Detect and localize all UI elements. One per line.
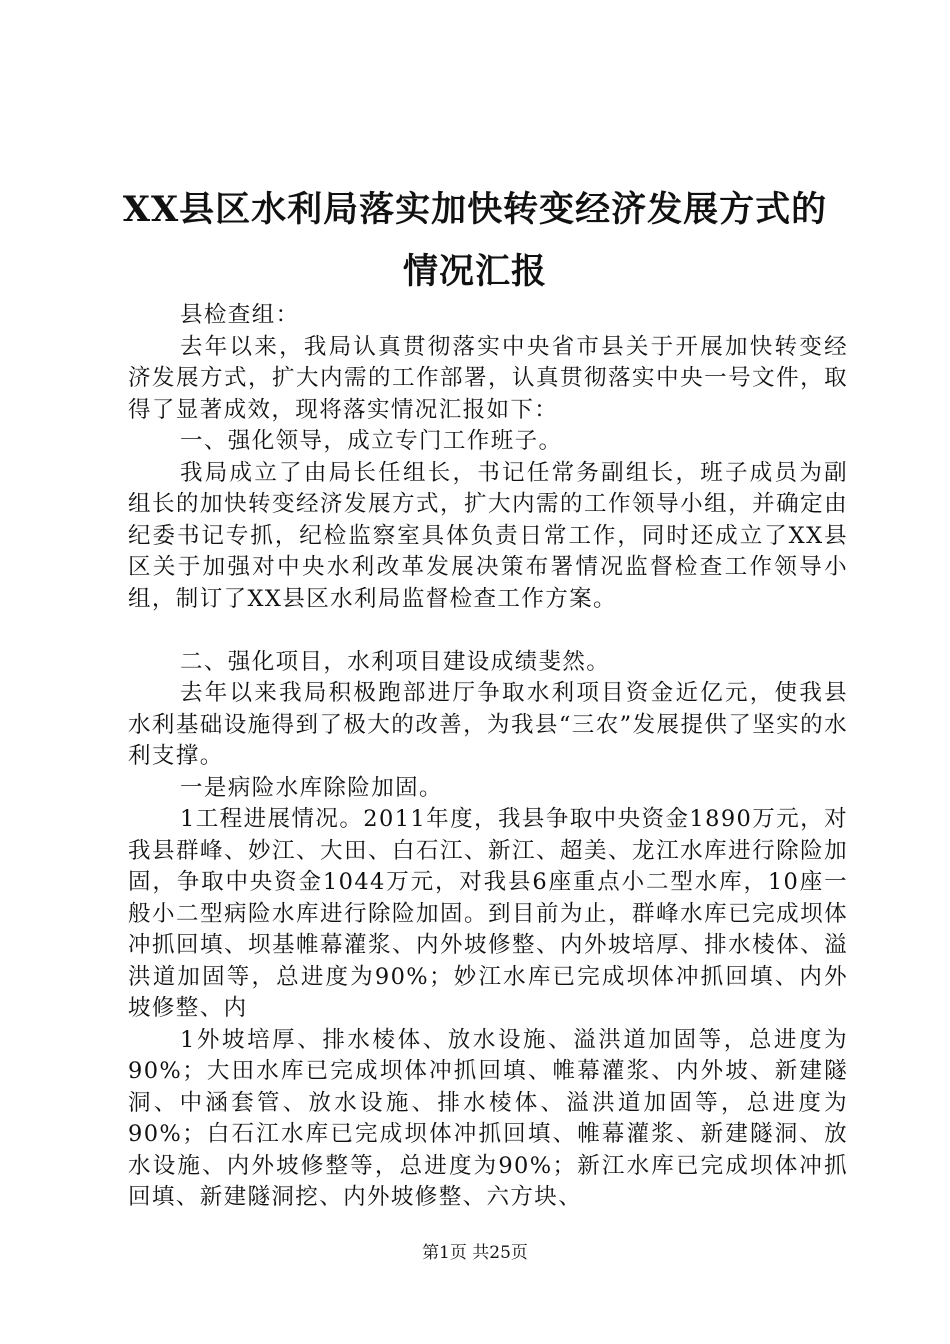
paragraph-section-2: 去年以来我局积极跑部进厅争取水利项目资金近亿元，使我县水利基础设施得到了极大的改善，为我县“三农”发展提供了坚实的水利支撑。: [128, 680, 848, 769]
paragraph-section-1: 我局成立了由局长任组长，书记任常务副组长，班子成员为副组长的加快转变经济发展方式，扩大内需的工作领导小组，并确定由纪委书记专抓，纪检监察室具体负责日常工作，同时还成立了XX县区关于加强对中央水利改革发展决策布署情况监督检查工作领导小组，制订了XX县区水利局监督检查工作方案。: [128, 459, 848, 612]
page-footer: 第1页 共25页: [422, 1243, 528, 1263]
paragraph-intro: 去年以来，我局认真贯彻落实中央省市县关于开展加快转变经济发展方式，扩大内需的工作部署，认真贯彻落实中央一号文件，取得了显著成效，现将落实情况汇报如下：: [128, 333, 848, 423]
heading-reservoir: 一是病险水库除险加固。: [180, 774, 443, 801]
heading-section-1: 一、强化领导，成立专门工作班子。: [180, 428, 563, 454]
heading-section-2: 二、强化项目，水利项目建设成绩斐然。: [180, 648, 611, 675]
paragraph-progress-continued: 1外坡培厚、排水棱体、放水设施、溢洪道加固等，总进度为90%；大田水库已完成坝体冲抓回填、帷幕灌浆、内外坡、新建隧洞、中涵套管、放水设施、排水棱体、溢洪道加固等，总进度为90%；白石江水库已完成坝体冲抓回填、帷幕灌浆、新建隧洞、放水设施、内外坡修整等，总进度为90%；新江水库已完成坝体冲抓回填、新建隧洞挖、内外坡修整、六方块、: [128, 1026, 848, 1210]
paragraph-gap: [128, 615, 848, 647]
salutation: 县检查组：: [180, 302, 300, 328]
document-title-line-2: 情况汇报: [402, 251, 547, 292]
document-title-line-1: XX县区水利局落实加快转变经济发展方式的: [122, 189, 828, 230]
paragraph-progress: 1工程进展情况。2011年度，我县争取中央资金1890万元，对我县群峰、妙江、大田、白石江、新江、超美、龙江水库进行除险加固，争取中央资金1044万元，对我县6座重点小二型水库，10座一般小二型病险水库进行除险加固。到目前为止，群峰水库已完成坝体冲抓回填、坝基帷幕灌浆、内外坡修整、内外坡培厚、排水棱体、溢洪道加固等，总进度为90%；妙江水库已完成坝体冲抓回填、内外坡修整、内: [128, 806, 848, 1021]
document-body: [128, 300, 848, 1214]
